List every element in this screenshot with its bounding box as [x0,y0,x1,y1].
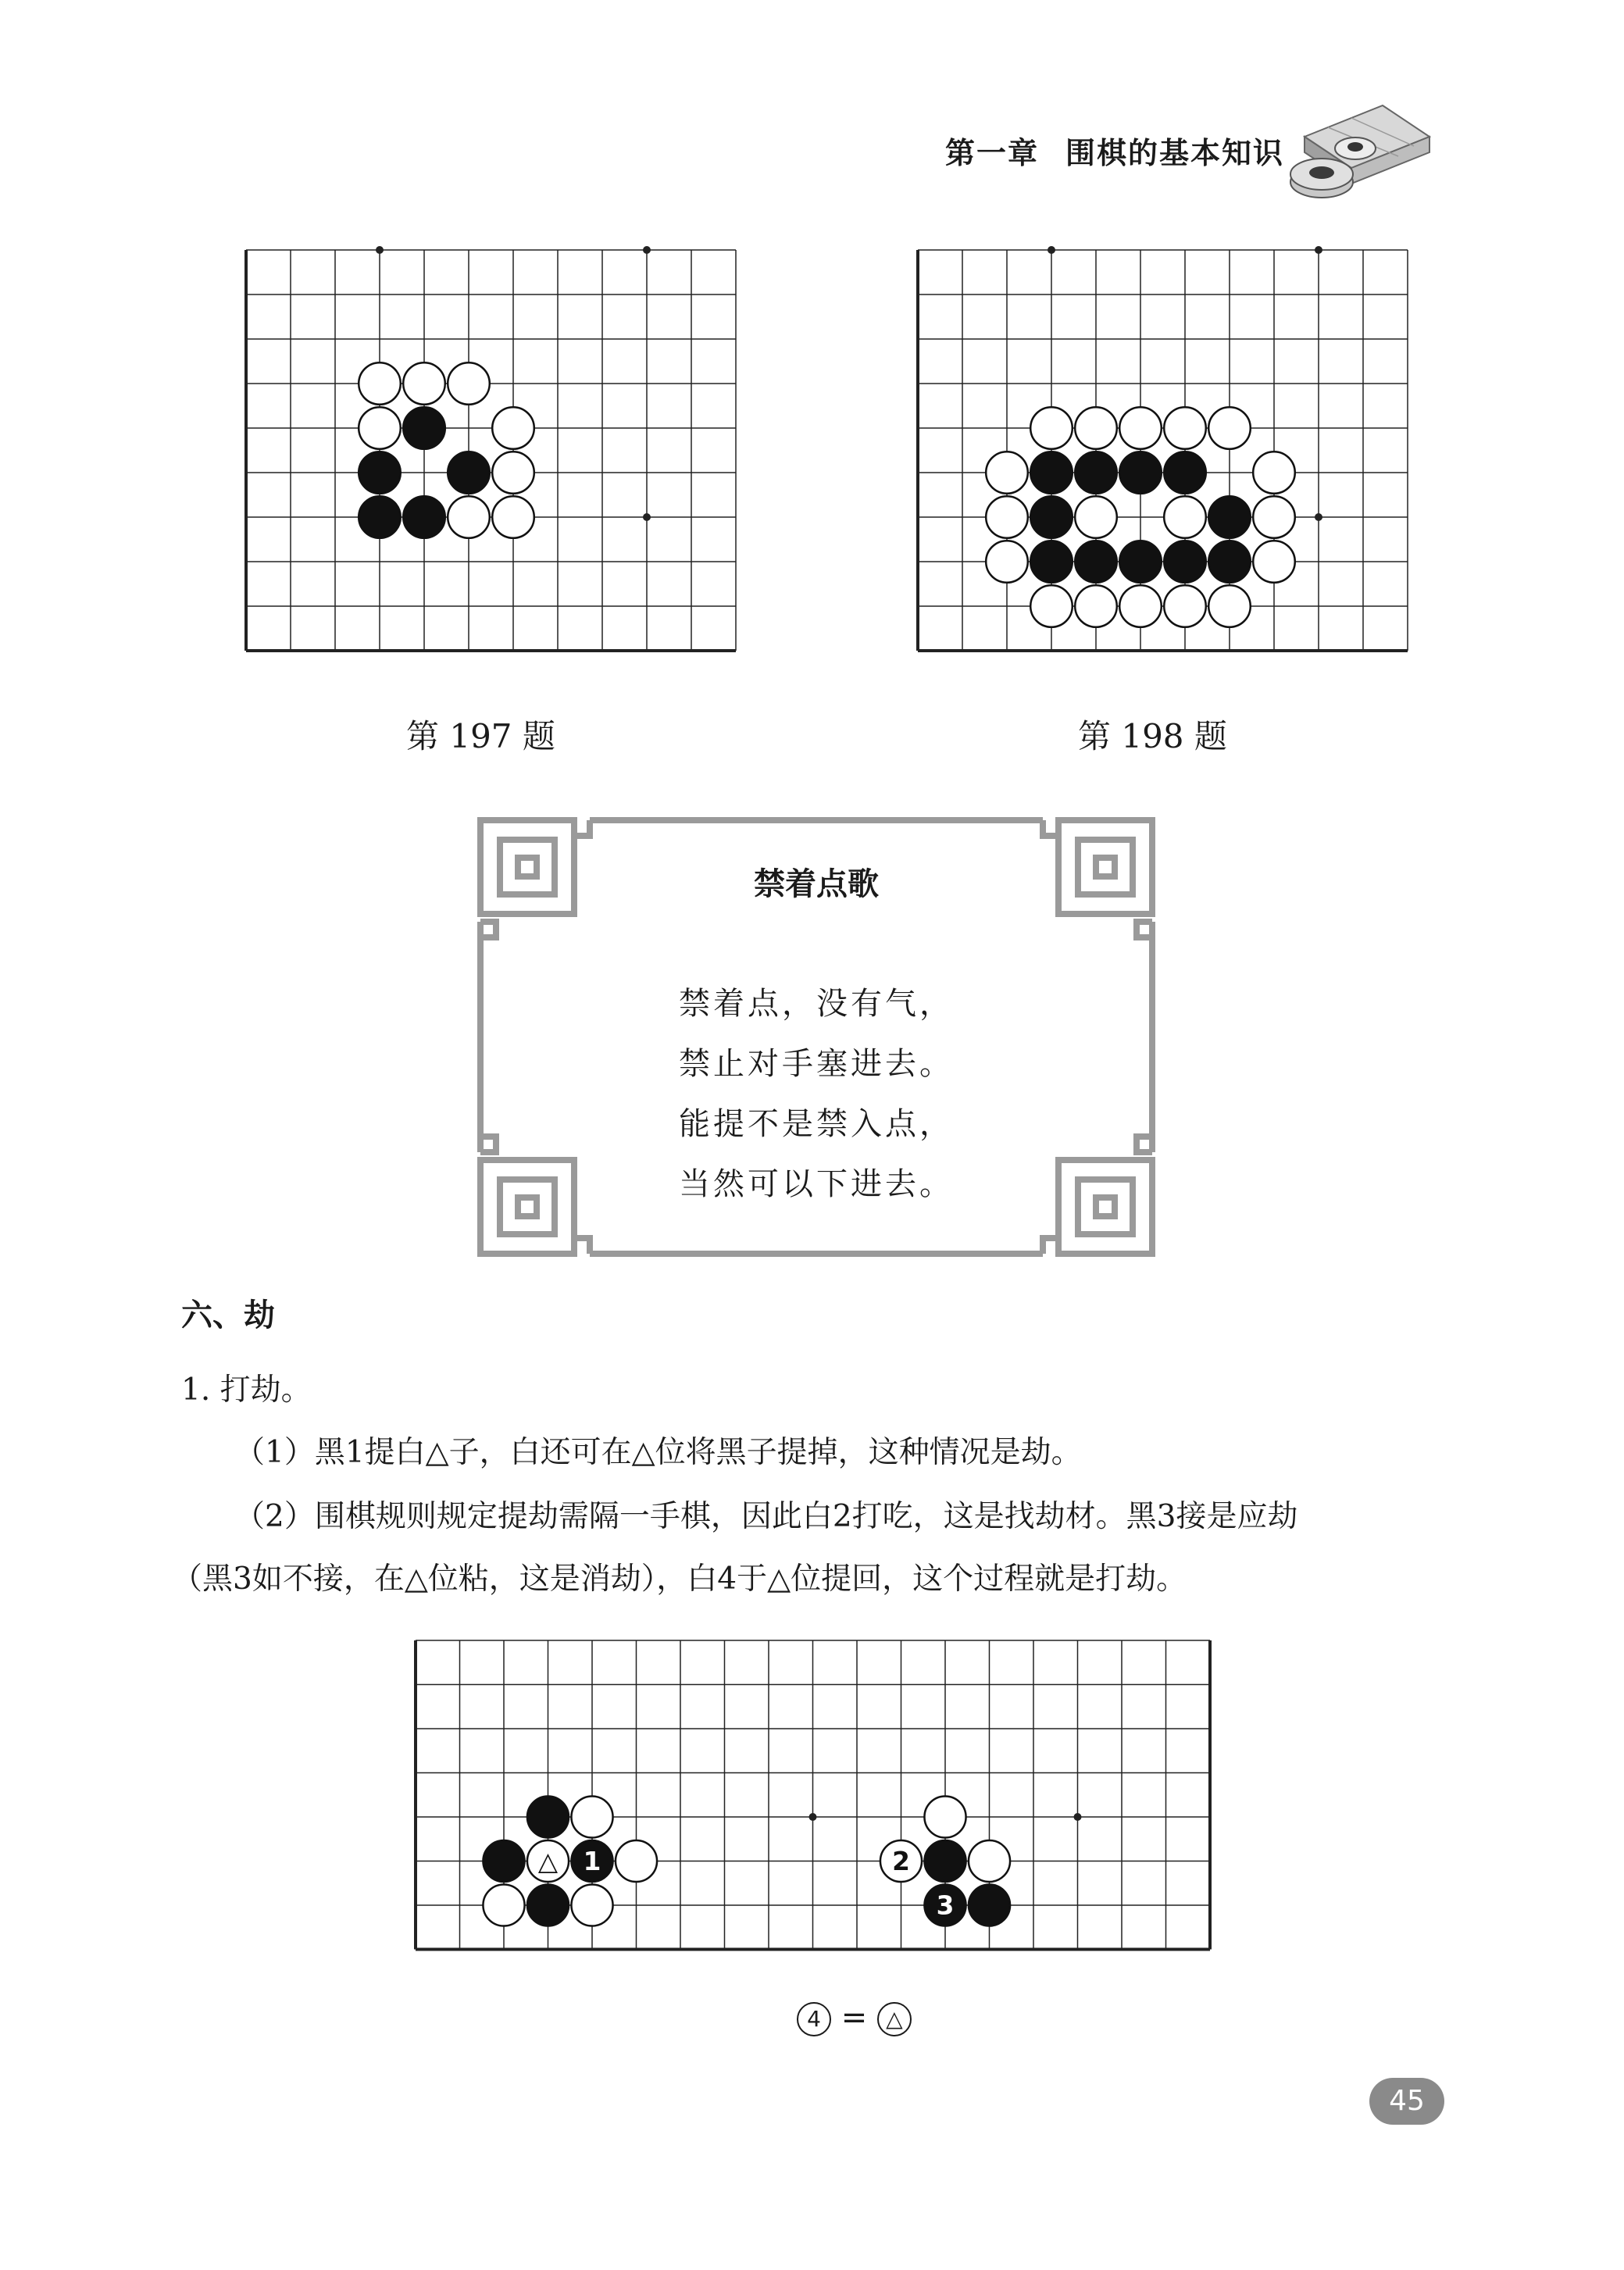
item-title: 1. 打劫。 [181,1372,312,1408]
poem-title: 禁着点歌 [754,866,879,902]
board-197-star-point [643,246,651,254]
problem-198-caption: 第 198 题 [1078,717,1227,755]
poem-line-4: 当然可以下进去。 [679,1166,954,1202]
paragraph-2-line-2: （黑3如不接，在△位粘，这是消劫），白4于△位提回，这个过程就是打劫。 [172,1562,1187,1597]
board-197-grid [246,250,736,651]
board-198-black-stone [1164,452,1206,494]
board-198-black-stone [1164,541,1206,583]
go-board-ko-diagram [406,1625,1219,1968]
board-ko-black-stone [924,1840,965,1882]
board-198-white-stone [1253,541,1295,583]
board-197-black-stone [359,452,401,494]
board-ko-black-stone [969,1884,1010,1926]
move-4-marker: 4 [797,2002,831,2036]
page-number: 45 [1369,2078,1444,2125]
board-ko-white-stone [924,1796,965,1837]
board-198-white-stone [986,541,1028,583]
board-198-white-stone [1030,407,1073,449]
board-ko-stone-label: △ [537,1846,559,1876]
board-198-star-point [1048,246,1055,254]
board-ko-white-stone [483,1884,524,1926]
board-198-black-stone [1075,541,1117,583]
board-197-black-stone [403,407,445,449]
chapter-number: 第一章 [945,135,1040,170]
board-ko-black-stone [483,1840,524,1882]
board-197-black-stone [359,496,401,538]
board-198-black-stone [1030,452,1073,494]
poem-line-1: 禁着点，没有气， [679,986,954,1022]
board-197-black-stone [403,496,445,538]
board-197-white-stone [448,362,490,405]
equals-sign: = [841,2000,868,2036]
board-198-black-stone [1208,541,1251,583]
board-198-white-stone [1075,407,1117,449]
board-197-black-stone [448,452,490,494]
board-ko-white-stone [616,1840,657,1882]
board-198-black-stone [1030,496,1073,538]
board-ko-star-point [1074,1813,1082,1821]
triangle-position-marker: △ [877,2002,912,2036]
board-197-star-point [376,246,384,254]
board-ko-stone-label: 2 [892,1846,910,1876]
board-198-black-stone [1075,452,1117,494]
board-197-white-stone [492,407,534,449]
poem-line-3: 能提不是禁入点， [679,1106,954,1142]
board-198-black-stone [1030,541,1073,583]
board-ko-stone-label: 3 [936,1890,955,1921]
board-198-white-stone [1208,407,1251,449]
board-198-white-stone [986,496,1028,538]
board-198-white-stone [1030,585,1073,627]
board-198-white-stone [1164,496,1206,538]
board-198-star-point [1315,513,1322,521]
section-heading: 六、劫 [181,1297,275,1333]
board-198-black-stone [1119,541,1162,583]
board-197-white-stone [492,496,534,538]
board-198-white-stone [1119,407,1162,449]
go-board-problem-197 [234,242,766,680]
board-198-white-stone [1164,407,1206,449]
board-198-white-stone [1164,585,1206,627]
board-198-black-stone [1119,452,1162,494]
board-197-white-stone [403,362,445,405]
board-198-white-stone [986,452,1028,494]
board-ko-black-stone [527,1884,569,1926]
board-197-white-stone [492,452,534,494]
board-ko-stone-label: 1 [583,1846,601,1876]
board-198-white-stone [1075,496,1117,538]
go-board-problem-198 [906,242,1437,680]
paragraph-1: （1）黑1提白△子，白还可在△位将黑子提掉，这种情况是劫。 [234,1435,1082,1470]
board-198-white-stone [1119,585,1162,627]
paragraph-2-line-1: （2）围棋规则规定提劫需隔一手棋，因此白2打吃，这是找劫材。黑3接是应劫 [234,1499,1298,1534]
ko-note [797,2000,912,2036]
board-ko-white-stone [571,1884,612,1926]
board-ko-black-stone [527,1796,569,1837]
problem-197-caption: 第 197 题 [406,717,555,755]
board-197-white-stone [448,496,490,538]
board-ko-star-point [809,1813,817,1821]
board-198-white-stone [1253,496,1295,538]
go-stone-emblem-icon [1281,90,1437,215]
board-198-black-stone [1208,496,1251,538]
chapter-header [945,129,1284,172]
board-198-star-point [1315,246,1322,254]
board-197-star-point [643,513,651,521]
board-198-grid [918,250,1408,651]
poem-line-2: 禁止对手塞进去。 [679,1046,954,1082]
board-198-white-stone [1075,585,1117,627]
board-ko-white-stone [969,1840,1010,1882]
board-197-white-stone [359,407,401,449]
chapter-title: 围棋的基本知识 [1065,135,1285,170]
board-197-white-stone [359,362,401,405]
board-ko-white-stone [571,1796,612,1837]
board-198-white-stone [1208,585,1251,627]
board-198-white-stone [1253,452,1295,494]
